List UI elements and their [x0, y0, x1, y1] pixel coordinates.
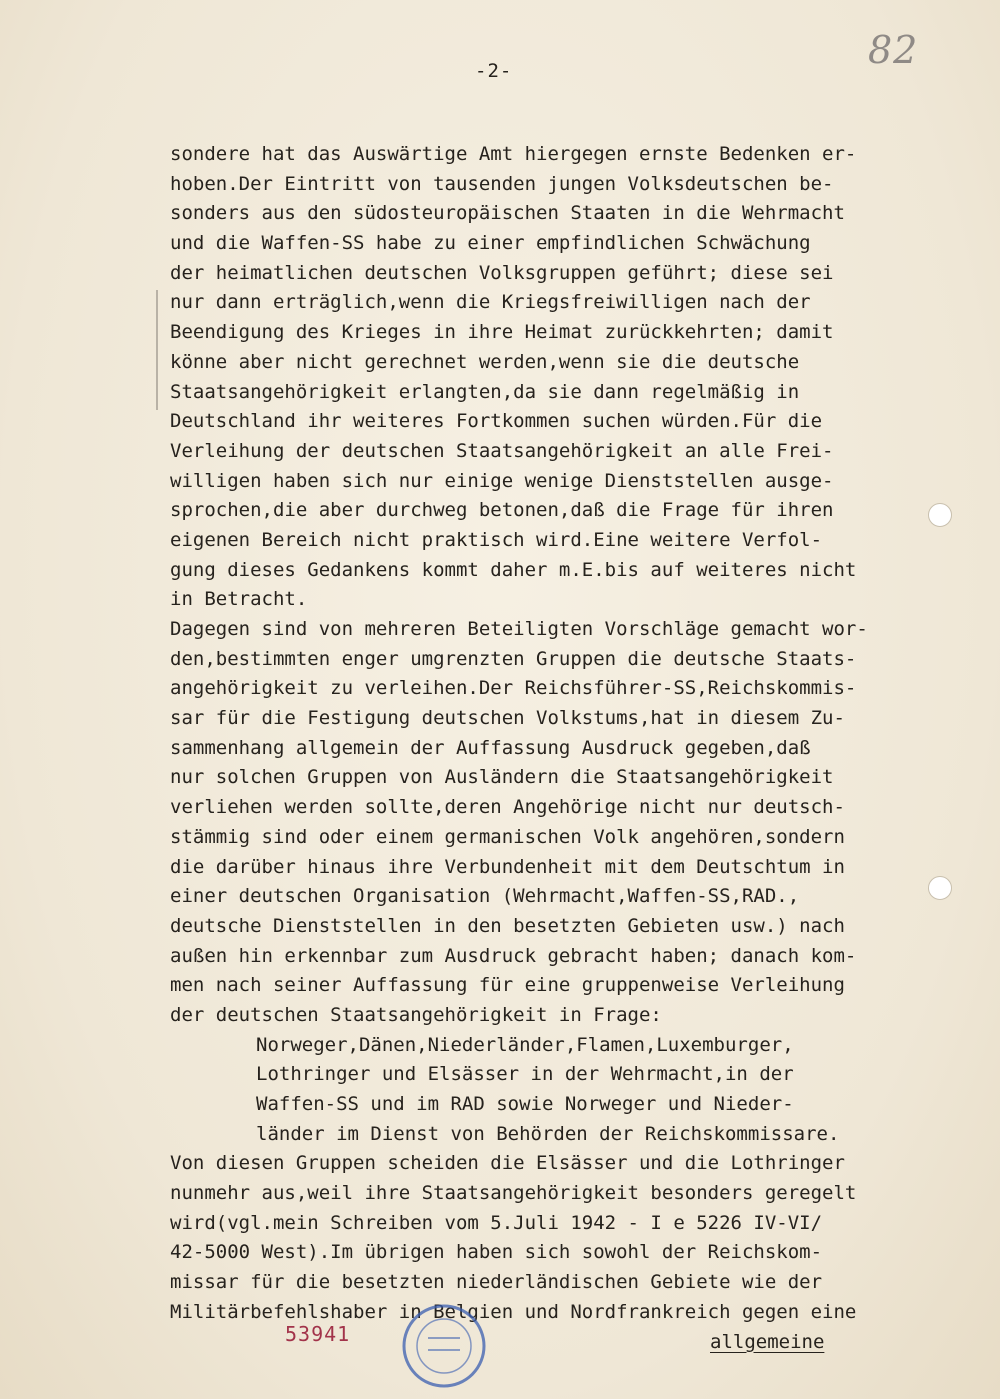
text-line: Deutschland ihr weiteres Fortkommen suchen würden.Für die: [170, 410, 823, 433]
text-line: angehörigkeit zu verleihen.Der Reichsführer-SS,Reichskommis-: [170, 677, 857, 700]
text-line: Militärbefehlshaber in Belgien und Nordfrankreich gegen eine: [170, 1300, 857, 1323]
text-line: willigen haben sich nur einige wenige Dienststellen ausge-: [170, 469, 834, 492]
indented-list-line: Norweger,Dänen,Niederländer,Flamen,Luxemburger,: [256, 1033, 794, 1056]
text-line: und die Waffen-SS habe zu einer empfindlichen Schwächung: [170, 232, 811, 255]
catchword: allgemeine: [710, 1330, 825, 1353]
text-line: sondere hat das Auswärtige Amt hiergegen ernste Bedenken er-: [170, 143, 857, 165]
round-archive-stamp-icon: [398, 1300, 490, 1392]
text-line: nur dann erträglich,wenn die Kriegsfreiwilligen nach der: [170, 291, 811, 314]
body-text: [170, 140, 930, 1357]
text-line: verliehen werden sollte,deren Angehörige nicht nur deutsch-: [170, 796, 845, 819]
catchword-line: [170, 1328, 930, 1358]
text-line: in Betracht.: [170, 588, 308, 611]
text-line: gung dieses Gedankens kommt daher m.E.bis auf weiteres nicht: [170, 558, 857, 581]
text-line: deutsche Dienststellen in den besetzten Gebieten usw.) nach: [170, 914, 845, 937]
text-line: 42-5000 West).Im übrigen haben sich sowohl der Reichskom-: [170, 1241, 823, 1264]
handwritten-folio-number: 82: [868, 28, 919, 72]
text-line: Beendigung des Krieges in ihre Heimat zurückkehrten; damit: [170, 321, 834, 344]
indented-list-line: Lothringer und Elsässer in der Wehrmacht,in der: [256, 1063, 794, 1086]
text-line: Dagegen sind von mehreren Beteiligten Vorschläge gemacht wor-: [170, 618, 868, 640]
page-number: -2-: [475, 60, 513, 82]
text-line: missar für die besetzten niederländischen Gebiete wie der: [170, 1271, 823, 1294]
text-line: außen hin erkennbar zum Ausdruck gebracht haben; danach kom-: [170, 944, 857, 967]
archive-number-stamp: 53941: [285, 1322, 351, 1346]
text-line: nunmehr aus,weil ihre Staatsangehörigkeit besonders geregelt: [170, 1182, 857, 1205]
punch-hole-bottom: [928, 876, 952, 900]
indented-list-line: länder im Dienst von Behörden der Reichskommissare.: [256, 1122, 840, 1145]
text-line: den,bestimmten enger umgrenzten Gruppen die deutsche Staats-: [170, 647, 857, 670]
text-line: wird(vgl.mein Schreiben vom 5.Juli 1942 - I e 5226 IV-VI/: [170, 1211, 823, 1234]
text-line: die darüber hinaus ihre Verbundenheit mit dem Deutschtum in: [170, 855, 845, 878]
text-line: Von diesen Gruppen scheiden die Elsässer und die Lothringer: [170, 1152, 845, 1175]
text-line: sar für die Festigung deutschen Volkstums,hat in diesem Zu-: [170, 707, 845, 730]
text-line: sammenhang allgemein der Auffassung Ausdruck gegeben,daß: [170, 736, 811, 759]
text-line: Verleihung der deutschen Staatsangehörigkeit an alle Frei-: [170, 439, 834, 462]
indented-list-line: Waffen-SS und im RAD sowie Norweger und Nieder-: [256, 1093, 794, 1115]
text-line: könne aber nicht gerechnet werden,wenn sie die deutsche: [170, 350, 800, 373]
text-line: stämmig sind oder einem germanischen Volk angehören,sondern: [170, 825, 845, 848]
text-line: Staatsangehörigkeit erlangten,da sie dann regelmäßig in: [170, 380, 800, 403]
text-line: sonders aus den südosteuropäischen Staaten in die Wehrmacht: [170, 202, 845, 225]
text-line: men nach seiner Auffassung für eine gruppenweise Verleihung: [170, 974, 845, 997]
text-line: eigenen Bereich nicht praktisch wird.Eine weitere Verfol-: [170, 528, 823, 551]
text-line: einer deutschen Organisation (Wehrmacht,Waffen-SS,RAD.,: [170, 885, 800, 908]
text-line: sprochen,die aber durchweg betonen,daß die Frage für ihren: [170, 499, 834, 522]
text-line: hoben.Der Eintritt von tausenden jungen Volksdeutschen be-: [170, 172, 834, 195]
punch-hole-top: [928, 503, 952, 527]
text-line: der deutschen Staatsangehörigkeit in Frage:: [170, 1003, 662, 1026]
text-line: nur solchen Gruppen von Ausländern die Staatsangehörigkeit: [170, 766, 834, 789]
margin-pencil-mark: [156, 290, 158, 410]
text-line: der heimatlichen deutschen Volksgruppen geführt; diese sei: [170, 261, 834, 284]
